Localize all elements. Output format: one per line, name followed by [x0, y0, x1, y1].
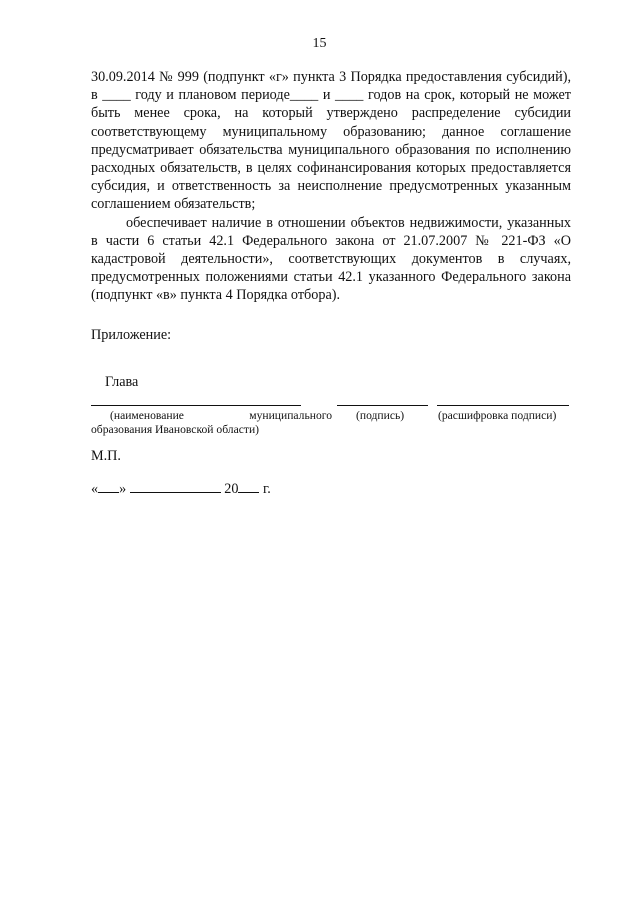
- date-line: [91, 480, 271, 498]
- signature-line: [337, 405, 428, 406]
- year-suffix: г.: [263, 481, 271, 497]
- municipality-name-caption-line2: образования Ивановской области): [91, 423, 260, 436]
- day-blank: [98, 480, 119, 493]
- paragraph-subsidy-agreement: 30.09.2014 № 999 (подпункт «г» пункта 3 Порядка предоставления субсидий), в ____ году и плановом периоде____ и ____ годов на срок, который не может быть менее срока, на который утверждено распределение субсидии соответствующему муниципальному образованию; данное соглашение предусматривает обязательства муниципального образования по исполнению расходных обязательств, в целях софинансирования которых предоставляется субсидия, и ответственность за неисполнение предусмотренных указанным соглашением обязательств;: [91, 69, 571, 213]
- year-prefix: 20: [224, 481, 239, 497]
- appendix-label: Приложение:: [91, 327, 172, 343]
- signatory-title: Глава: [105, 374, 139, 390]
- body-text: [91, 68, 571, 305]
- stamp-placeholder: М.П.: [91, 448, 121, 464]
- year-blank: [238, 480, 259, 493]
- page-number: 15: [312, 36, 327, 51]
- paragraph-real-estate-documents: обеспечивает наличие в отношении объектов недвижимости, указанных в части 6 статьи 42.1 Федерального закона от 21.07.2007 № 221-ФЗ «О кадастровой деятельности», соответствующих документов в случаях, предусмотренных положениями статьи 42.1 указанного Федерального закона (подпункт «в» пункта 4 Порядка отбора).: [91, 214, 571, 304]
- date-open-quote: «: [91, 481, 99, 497]
- signature-caption: (подпись): [356, 409, 405, 422]
- municipality-name-caption: (наименование муниципального: [110, 409, 332, 422]
- municipality-name-line: [91, 405, 301, 406]
- date-close-quote: »: [119, 481, 127, 497]
- signature-decode-line: [437, 405, 569, 406]
- month-blank: [130, 480, 221, 493]
- signature-decode-caption: (расшифровка подписи): [438, 409, 557, 422]
